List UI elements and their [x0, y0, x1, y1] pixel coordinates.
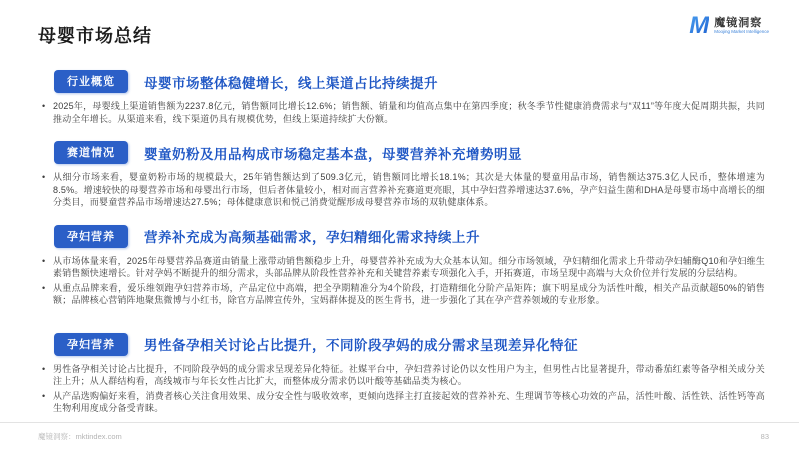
section-heading: 男性备孕相关讨论占比提升，不同阶段孕妈的成分需求呈现差异化特征 — [144, 338, 578, 353]
page-title: 母婴市场总结 — [38, 26, 152, 46]
section-heading: 母婴市场整体稳健增长，线上渠道占比持续提升 — [144, 75, 438, 91]
section-pregnancy-nutrition-market — [38, 225, 765, 307]
section-tag: 行业概览 — [54, 70, 128, 93]
section-industry-overview — [38, 70, 765, 125]
bullet-list — [40, 100, 765, 125]
bullet-item: • 男性备孕相关讨论占比提升，不同阶段孕妈的成分需求呈现差异化特征。社媒平台中，孕妇营养讨论仍以女性用户为主，但男性占比显著提升，带动番茄红素等备孕相关成分关注上升；从人群结构看，高线城市与年长女性占比扩大，而整体成分需求仍以叶酸等基础品类为核心。 — [40, 363, 765, 388]
slide-footer — [0, 422, 799, 450]
bullet-list — [40, 171, 765, 209]
section-track-situation — [38, 141, 765, 209]
logo-m-icon: M — [689, 12, 710, 39]
bullet-list — [40, 255, 765, 307]
section-heading: 营养补充成为高频基础需求，孕妇精细化需求持续上升 — [144, 230, 480, 245]
section-tag: 孕妇营养 — [54, 333, 128, 356]
brand-logo — [689, 14, 769, 38]
bullet-item: • 从产品选购偏好来看，消费者核心关注食用效果、成分安全性与吸收效率，更倾向选择主打直接起效的营养补充、生理调节等核心功效的产品，活性叶酸、活性铁、活性钙等高生物利用度成分备受青睐。 — [40, 390, 765, 415]
section-pregnancy-nutrition-trends — [38, 333, 765, 415]
logo-name: 魔镜洞察 — [714, 17, 763, 30]
bullet-item: • 从重点品牌来看，爱乐维领跑孕妇营养市场，产品定位中高端，把全孕期精准分为4个阶段，打造精细化分阶产品矩阵；旗下明星成分为活性叶酸，相关产品贡献超50%的销售额；品牌核心营销阵地聚焦微博与小红书，除官方品牌宣传外，宝妈群体提及的医生背书，进一步强化了其在孕产营养领域的专业形象。 — [40, 282, 765, 307]
footer-source: 魔镜洞察：mktindex.com — [38, 432, 122, 441]
section-heading: 婴童奶粉及用品构成市场稳定基本盘，母婴营养补充增势明显 — [144, 146, 522, 162]
bullet-item: • 2025年，母婴线上渠道销售额为2237.8亿元，销售额同比增长12.6%；销售额、销量和均值高点集中在第四季度；秋冬季节性健康消费需求与“双11”等年度大促周期共振，共同推动全年增长。从渠道来看，线下渠道仍具有规模优势，但线上渠道持续扩大份额。 — [40, 100, 765, 125]
bullet-item: • 从市场体量来看，2025年母婴营养品赛道由销量上涨带动销售额稳步上升，母婴营养补充成为大众基本认知。细分市场领域，孕妇精细化需求上升带动孕妇辅酶Q10和孕妇维生素销售额快速增长。针对孕妈不断提升的细分需求，头部品牌从阶段性营养补充和关键营养素专项强化入手，开拓赛道，市场呈现中高端与大众价位并行发展的分层结构。 — [40, 255, 765, 280]
bullet-list — [40, 363, 765, 415]
logo-tagline: Moojing Market Intelligence — [714, 28, 769, 34]
section-tag: 赛道情况 — [54, 141, 128, 164]
bullet-item: • 从细分市场来看，婴童奶粉市场的规模最大，25年销售额达到了509.3亿元，销售额同比增长18.1%；其次是大体量的婴童用品市场，销售额达375.3亿人民币，整体增速为8.5%。增速较快的母婴营养市场和母婴出行市场，但后者体量较小，相对而言营养补充赛道更亮眼，其中孕妇营养增速达37.6%，孕产妇益生菌和DHA是母婴市场中高增长的细分类目，而婴童营养品市场增速达27.5%；母体健康意识和悦己消费觉醒形成母婴营养市场的双轨健康体系。 — [40, 171, 765, 209]
page-number: 83 — [760, 432, 769, 441]
section-tag: 孕妇营养 — [54, 225, 128, 248]
